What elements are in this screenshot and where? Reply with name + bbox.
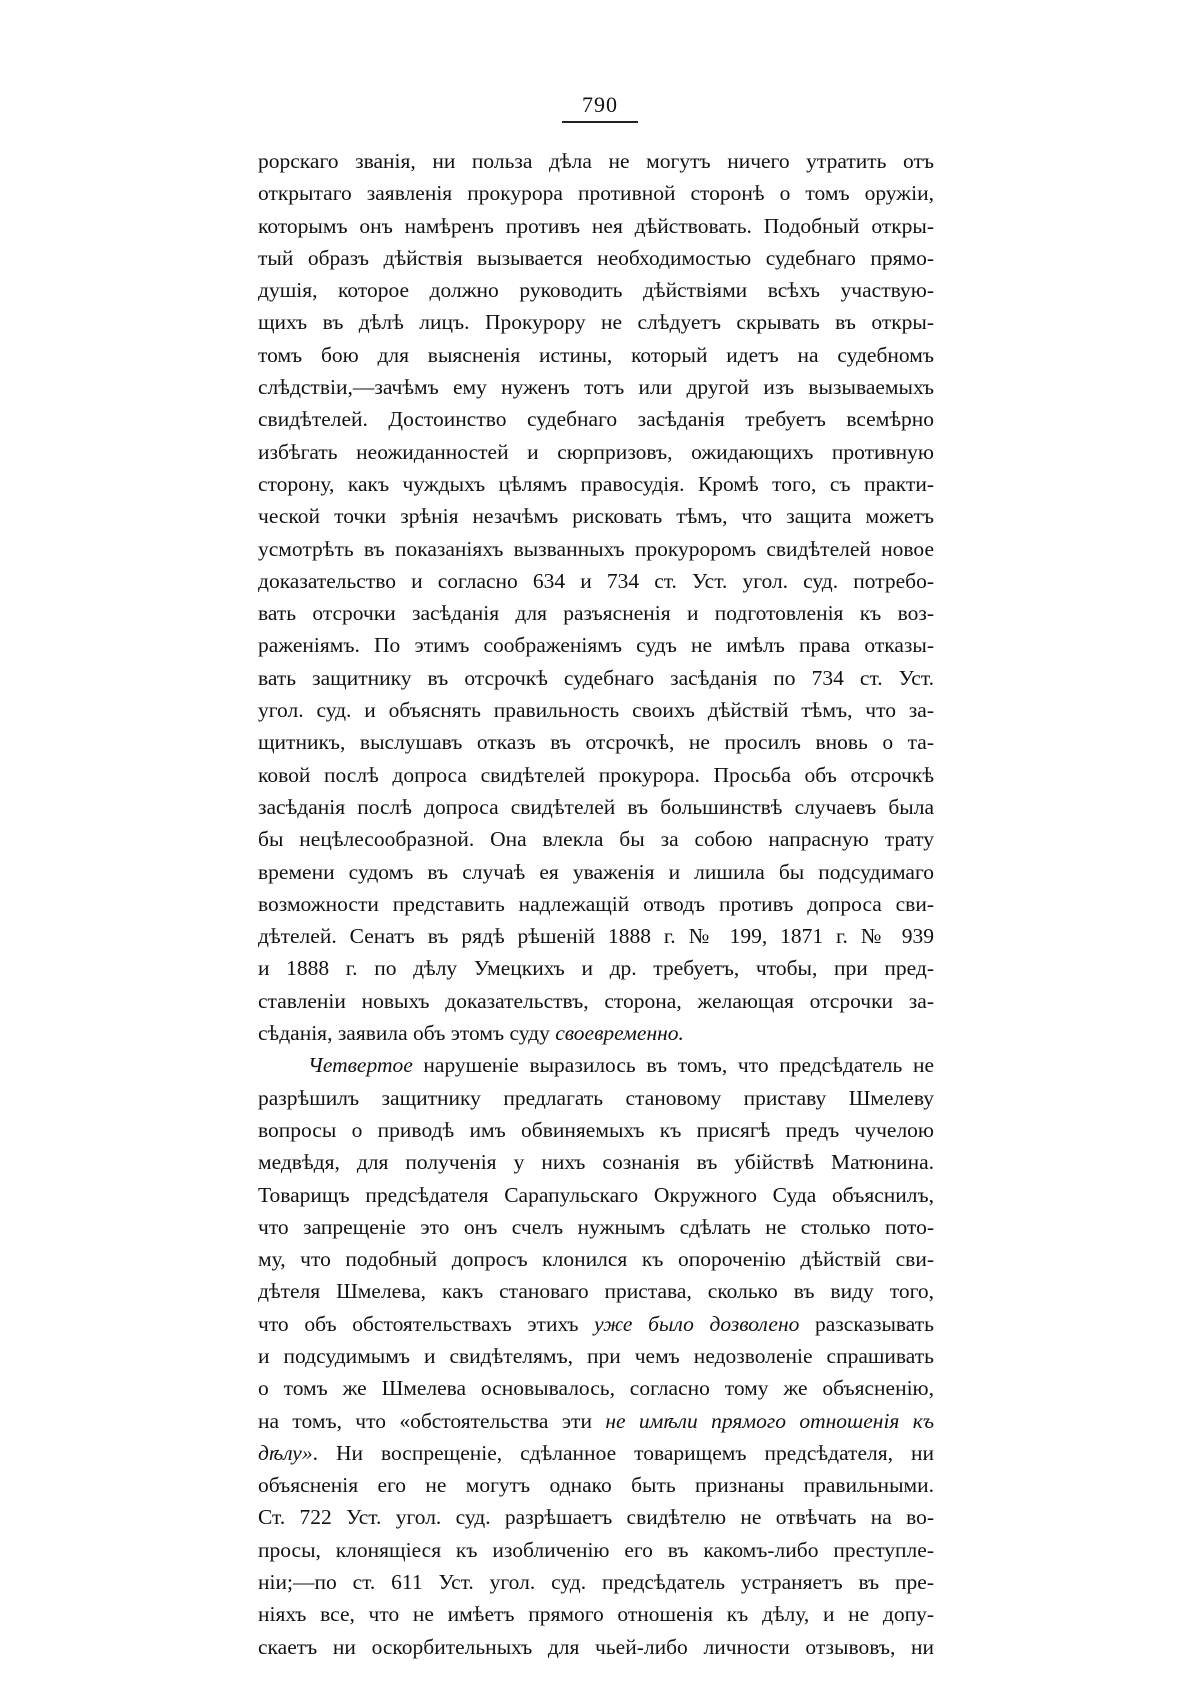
text-line: Ст. 722 Уст. угол. суд. разрѣшаетъ свидѣтелю не отвѣчать на во-: [258, 1505, 934, 1530]
text-run: на томъ, что «обстоятельства эти: [258, 1408, 606, 1433]
text-line: и 1888 г. по дѣлу Умецкихъ и др. требуетъ, чтобы, при пред-: [258, 956, 934, 981]
text-line: ніи;—по ст. 611 Уст. угол. суд. предсѣдатель устраняетъ въ пре-: [258, 1570, 934, 1595]
text-line: скаетъ ни оскорбительныхъ для чьей-либо личности отзывовъ, ни: [258, 1634, 934, 1659]
italic-run: не имѣли прямого отношенія къ: [605, 1408, 934, 1433]
text-line: засѣданія послѣ допроса свидѣтелей въ большинствѣ случаевъ была: [258, 794, 934, 819]
text-line: возможности представить надлежащій отводъ противъ допроса сви-: [258, 891, 934, 916]
text-line: [258, 1308, 934, 1340]
text-line: Товарищъ предсѣдателя Сарапульскаго Окружного Суда объяснилъ,: [258, 1182, 934, 1207]
text-line: щихъ въ дѣлѣ лицъ. Прокурору не слѣдуетъ скрывать въ откры-: [258, 310, 934, 335]
page-number: 790: [582, 92, 618, 117]
text-line: и подсудимымъ и свидѣтелямъ, при чемъ недозволеніе спрашивать: [258, 1343, 934, 1368]
text-line: [258, 1405, 934, 1437]
text-line: открытаго заявленія прокурора противной сторонѣ о томъ оружіи,: [258, 181, 934, 206]
text-line: которымъ онъ намѣренъ противъ нея дѣйствовать. Подобный откры-: [258, 213, 934, 238]
text-line: о томъ же Шмелева основывалось, согласно тому же объясненію,: [258, 1376, 934, 1401]
text-line: угол. суд. и объяснять правильность своихъ дѣйствій тѣмъ, что за-: [258, 698, 934, 723]
text-line: времени судомъ въ случаѣ ея уваженія и лишила бы подсудимаго: [258, 859, 934, 884]
text-line-paragraph-start: [258, 1049, 934, 1081]
text-line: дѣтелей. Сенатъ въ рядѣ рѣшеній 1888 г. № 199, 1871 г. № 939: [258, 924, 934, 949]
body-text: [258, 145, 934, 1663]
text-line: щитникъ, выслушавъ отказъ въ отсрочкѣ, не просилъ вновь о та-: [258, 730, 934, 755]
text-line: му, что подобный допросъ клонился къ опороченію дѣйствій сви-: [258, 1247, 934, 1272]
text-line: медвѣдя, для полученія у нихъ сознанія въ убійствѣ Матюнина.: [258, 1150, 934, 1175]
text-line: вопросы о приводѣ имъ обвиняемыхъ къ присягѣ предъ чучелою: [258, 1117, 934, 1142]
text-run: сѣданія, заявила объ этомъ суду: [258, 1021, 556, 1046]
text-line: усмотрѣть въ показаніяхъ вызванныхъ прокуроромъ свидѣтелей новое: [258, 536, 934, 561]
page-number-underline: [562, 121, 638, 123]
text-line: просы, клонящіеся къ изобличенію его въ какомъ-либо преступле-: [258, 1537, 934, 1562]
text-line: томъ бою для выясненія истины, который идетъ на судебномъ: [258, 342, 934, 367]
italic-run: уже было дозволено: [594, 1311, 800, 1336]
text-run: нарушеніе выразилось въ томъ, что предсѣдатель не: [412, 1053, 934, 1078]
text-run: разсказывать: [799, 1311, 934, 1336]
text-line: ковой послѣ допроса свидѣтелей прокурора. Просьба объ отсрочкѣ: [258, 762, 934, 787]
text-line: ческой точки зрѣнія незачѣмъ рисковать тѣмъ, что защита можетъ: [258, 504, 934, 529]
text-line: вать защитнику въ отсрочкѣ судебнаго засѣданія по 734 ст. Уст.: [258, 665, 934, 690]
text-line: сторону, какъ чуждыхъ цѣлямъ правосудія. Кромѣ того, съ практи-: [258, 471, 934, 496]
text-line: ніяхъ все, что не имѣетъ прямого отношенія къ дѣлу, и не допу-: [258, 1602, 934, 1627]
italic-run: своевременно.: [555, 1021, 684, 1046]
text-line: что запрещеніе это онъ счелъ нужнымъ сдѣлать не столько пото-: [258, 1214, 934, 1239]
text-line: доказательство и согласно 634 и 734 ст. Уст. угол. суд. потребо-: [258, 568, 934, 593]
text-line: слѣдствіи,—зачѣмъ ему нуженъ тотъ или другой изъ вызываемыхъ: [258, 375, 934, 400]
text-line: душія, которое должно руководить дѣйствіями всѣхъ участвую-: [258, 278, 934, 303]
italic-run: Четвертое: [308, 1053, 413, 1078]
text-line: ставленіи новыхъ доказательствъ, сторона, желающая отсрочки за-: [258, 988, 934, 1013]
text-line-paragraph-end: [258, 1017, 934, 1049]
text-line: рорскаго званія, ни польза дѣла не могутъ ничего утратить отъ: [258, 149, 934, 173]
text-run: что объ обстоятельствахъ этихъ: [258, 1311, 595, 1336]
italic-run: дѣлу»: [258, 1440, 313, 1465]
text-run: . Ни воспрещеніе, сдѣланное товарищемъ предсѣдателя, ни: [312, 1440, 934, 1465]
text-line: дѣтеля Шмелева, какъ становаго пристава, сколько въ виду того,: [258, 1279, 934, 1304]
text-line: разрѣшилъ защитнику предлагать становому приставу Шмелеву: [258, 1085, 934, 1110]
text-line: [258, 1437, 934, 1469]
text-line: вать отсрочки засѣданія для разъясненія и подготовленія къ воз-: [258, 601, 934, 626]
text-line: бы нецѣлесообразной. Она влекла бы за собою напрасную трату: [258, 827, 934, 852]
text-line: объясненія его не могутъ однако быть признаны правильными.: [258, 1473, 934, 1498]
text-line: свидѣтелей. Достоинство судебнаго засѣданія требуетъ всемѣрно: [258, 407, 934, 432]
text-line: тый образъ дѣйствія вызывается необходимостью судебнаго прямо-: [258, 245, 934, 270]
text-line: избѣгать неожиданностей и сюрпризовъ, ожидающихъ противную: [258, 439, 934, 464]
text-line: раженіямъ. По этимъ соображеніямъ судъ не имѣлъ права отказы-: [258, 633, 934, 658]
